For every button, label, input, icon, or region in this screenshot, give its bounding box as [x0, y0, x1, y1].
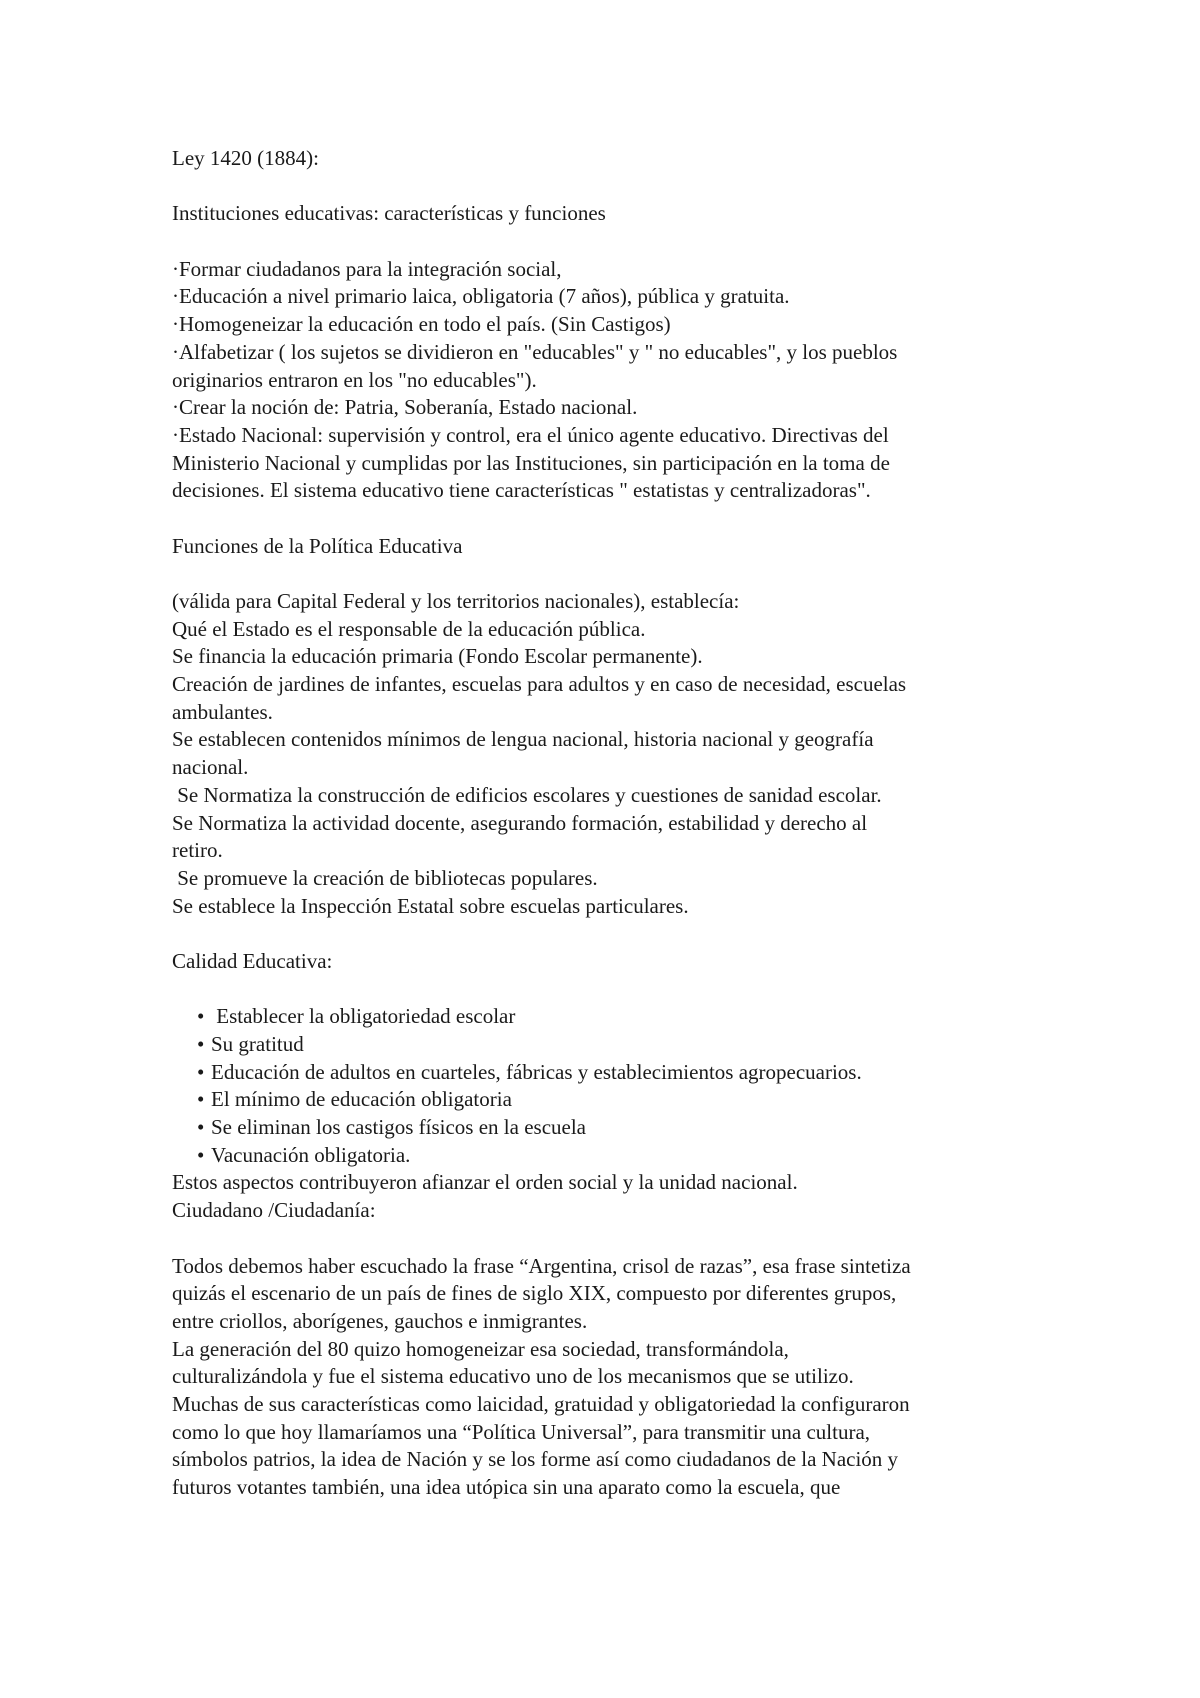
list-item-text: El mínimo de educación obligatoria	[211, 1087, 512, 1112]
paragraph-line: ·Estado Nacional: supervisión y control, era el único agente educativo. Directivas del	[172, 422, 889, 447]
spacer	[172, 920, 1052, 948]
paragraph-line: Creación de jardines de infantes, escuelas para adultos y en caso de necesidad, escuelas	[172, 672, 907, 697]
paragraph-line: originarios entraron en los "no educables").	[172, 367, 537, 392]
spacer	[172, 505, 1052, 533]
bullet-icon: •	[197, 1115, 205, 1140]
paragraph-line: como lo que hoy llamaríamos una “Política Universal”, para transmitir una cultura,	[172, 1419, 871, 1444]
list-item-text: Educación de adultos en cuarteles, fábricas y establecimientos agropecuarios.	[211, 1059, 862, 1084]
paragraph-line: Se promueve la creación de bibliotecas populares.	[172, 865, 598, 890]
paragraph-line: ·Educación a nivel primario laica, obligatoria (7 años), pública y gratuita.	[172, 284, 790, 309]
paragraph-line: Se establecen contenidos mínimos de lengua nacional, historia nacional y geografía	[172, 727, 874, 752]
list-item	[172, 1031, 1052, 1059]
paragraph-line: ·Alfabetizar ( los sujetos se dividieron en "educables" y " no educables", y los pueblos	[172, 339, 898, 364]
list-item	[172, 1003, 1052, 1031]
paragraph-line: Ministerio Nacional y cumplidas por las Instituciones, sin participación en la toma de	[172, 450, 890, 475]
paragraph-line: Se Normatiza la construcción de edificios escolares y cuestiones de sanidad escolar.	[172, 782, 882, 807]
paragraph-line: entre criollos, aborígenes, gauchos e inmigrantes.	[172, 1308, 588, 1333]
paragraph-line: ·Formar ciudadanos para la integración social,	[172, 256, 562, 281]
paragraph-line: ·Homogeneizar la educación en todo el país. (Sin Castigos)	[172, 312, 671, 337]
bullet-icon: •	[197, 1004, 205, 1029]
bullet-icon: •	[197, 1059, 205, 1084]
paragraph-line: (válida para Capital Federal y los territorios nacionales), establecía:	[172, 589, 740, 613]
paragraph-line: quizás el escenario de un país de fines de siglo XIX, compuesto por diferentes grupos,	[172, 1281, 897, 1306]
document-title: Ley 1420 (1884):	[172, 146, 319, 170]
section-funciones-body	[172, 588, 1052, 920]
paragraph-line: decisiones. El sistema educativo tiene características " estatistas y centralizadoras".	[172, 478, 871, 503]
list-item	[172, 1086, 1052, 1114]
spacer	[172, 1225, 1052, 1253]
list-item-text: Se eliminan los castigos físicos en la escuela	[211, 1115, 586, 1140]
section-heading-calidad: Calidad Educativa:	[172, 948, 333, 973]
paragraph-line: culturalizándola y fue el sistema educativo uno de los mecanismos que se utilizo.	[172, 1364, 854, 1389]
spacer	[172, 173, 1052, 201]
spacer	[172, 560, 1052, 588]
section-heading-funciones: Funciones de la Política Educativa	[172, 533, 463, 558]
paragraph-line: Muchas de sus características como laicidad, gratuidad y obligatoriedad la configuraron	[172, 1391, 910, 1416]
list-item-text: Su gratitud	[211, 1032, 304, 1056]
document-body	[172, 145, 1052, 1502]
section-heading-ciudadania: Ciudadano /Ciudadanía:	[172, 1198, 376, 1223]
list-item	[172, 1114, 1052, 1142]
bullet-icon: •	[197, 1142, 205, 1167]
paragraph-line: Todos debemos haber escuchado la frase “Argentina, crisol de razas”, esa frase sintetiza	[172, 1253, 911, 1278]
paragraph-line: La generación del 80 quizo homogeneizar esa sociedad, transformándola,	[172, 1336, 789, 1361]
list-item	[172, 1142, 1052, 1170]
paragraph-line: símbolos patrios, la idea de Nación y se los forme así como ciudadanos de la Nación y	[172, 1447, 899, 1472]
section-heading-instituciones: Instituciones educativas: características y funciones	[172, 201, 606, 226]
bullet-icon: •	[197, 1032, 205, 1056]
paragraph-line: Se financia la educación primaria (Fondo Escolar permanente).	[172, 644, 703, 669]
paragraph-line: Se establece la Inspección Estatal sobre escuelas particulares.	[172, 893, 689, 918]
spacer	[172, 228, 1052, 256]
paragraph-line: futuros votantes también, una idea utópica sin una aparato como la escuela, que	[172, 1475, 841, 1499]
paragraph-line: ambulantes.	[172, 699, 273, 724]
paragraph-line: Estos aspectos contribuyeron afianzar el orden social y la unidad nacional.	[172, 1170, 798, 1195]
paragraph-line: Qué el Estado es el responsable de la educación pública.	[172, 616, 646, 641]
paragraph-line: Se Normatiza la actividad docente, asegurando formación, estabilidad y derecho al	[172, 810, 868, 835]
section-ciudadania-body	[172, 1253, 1052, 1502]
paragraph-line: ·Crear la noción de: Patria, Soberanía, Estado nacional.	[172, 395, 638, 420]
list-item-text: Vacunación obligatoria.	[211, 1142, 411, 1167]
list-item-text: Establecer la obligatoriedad escolar	[211, 1004, 516, 1029]
paragraph-line: nacional.	[172, 755, 249, 780]
bullet-icon: •	[197, 1087, 205, 1112]
paragraph-line: retiro.	[172, 838, 223, 863]
list-item	[172, 1059, 1052, 1087]
section-instituciones-body	[172, 256, 1052, 505]
spacer	[172, 976, 1052, 1004]
calidad-bullet-list	[172, 1003, 1052, 1169]
